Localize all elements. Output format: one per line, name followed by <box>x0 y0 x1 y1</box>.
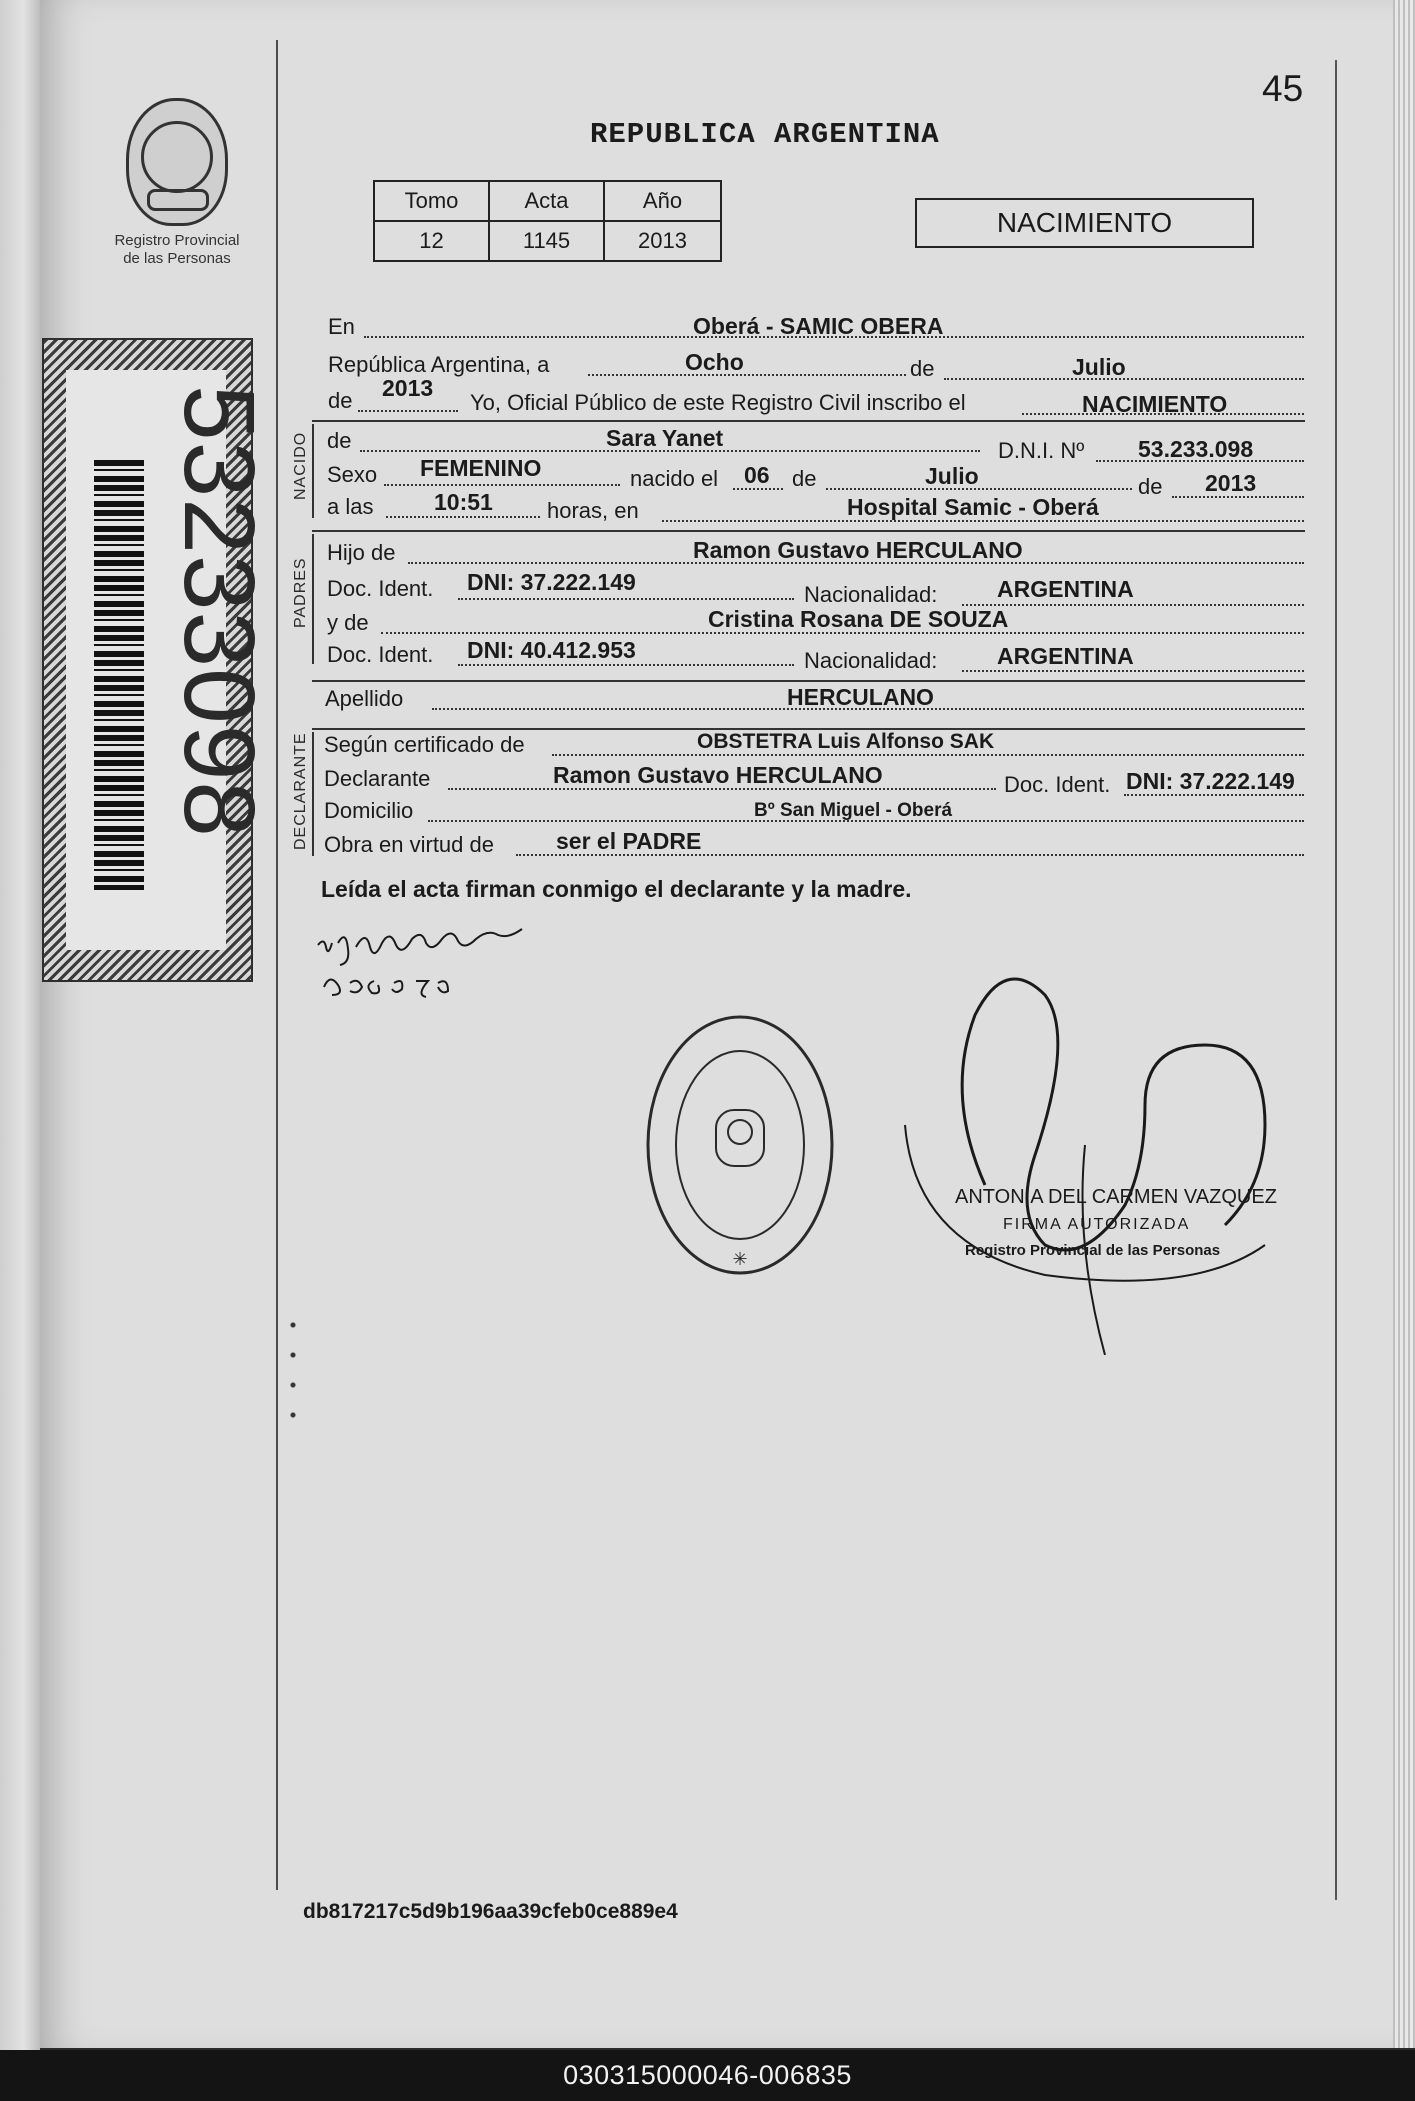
barcode-label <box>42 338 275 982</box>
footer-id-bar <box>0 2050 1415 2101</box>
value-hora: 10:51 <box>434 489 493 515</box>
section-declarante-bar <box>312 732 314 856</box>
value-tomo: 12 <box>374 221 489 261</box>
label-en: En <box>328 314 355 339</box>
label-domicilio: Domicilio <box>324 798 414 823</box>
label-declarante: Declarante <box>324 766 431 791</box>
label-inscribo: Yo, Oficial Público de este Registro Civil inscribo el <box>470 390 966 415</box>
label-padre-nac: Nacionalidad: <box>804 582 938 607</box>
value-anio: 2013 <box>604 221 721 261</box>
value-madre: Cristina Rosana DE SOUZA <box>708 606 1009 632</box>
registry-table-values <box>374 221 721 261</box>
dots-padre-nac <box>962 604 1304 606</box>
right-margin-line <box>1335 60 1337 1900</box>
label-de-anio: de <box>328 388 353 413</box>
header-acta: Acta <box>489 181 604 221</box>
logo-caption-line1: Registro Provincial <box>114 232 240 249</box>
value-acta: 1145 <box>489 221 604 261</box>
dots-certificado <box>552 754 1304 756</box>
value-nacido-mes: Julio <box>925 463 979 489</box>
value-nacido-dia: 06 <box>744 462 770 488</box>
section-padres: PADRES <box>292 557 309 628</box>
act-type-box: NACIMIENTO <box>915 198 1254 248</box>
section-nacido: NACIDO <box>292 431 309 500</box>
dots-madre-doc <box>458 664 794 666</box>
value-sexo: FEMENINO <box>420 455 542 481</box>
label-hora: a las <box>327 494 374 519</box>
value-declarante-doc: DNI: 37.222.149 <box>1126 768 1295 794</box>
dots-madre-nac <box>962 670 1304 672</box>
section-declarante: DECLARANTE <box>292 732 309 850</box>
line-republica <box>328 352 549 380</box>
value-nombre: Sara Yanet <box>606 425 724 451</box>
value-domicilio: Bº San Miguel - Oberá <box>754 800 953 821</box>
label-certificado: Según certificado de <box>324 732 525 757</box>
label-horas: horas, en <box>547 498 639 523</box>
value-nacido-anio: 2013 <box>1205 470 1257 496</box>
section-nacido-bar <box>312 424 314 518</box>
logo-caption-line2: de las Personas <box>123 250 231 267</box>
label-y-de: y de <box>327 610 369 635</box>
label-madre-doc: Doc. Ident. <box>327 642 434 667</box>
value-dni: 53.233.098 <box>1138 436 1254 462</box>
value-padre-doc: DNI: 37.222.149 <box>467 569 636 595</box>
value-en: Oberá - SAMIC OBERA <box>693 313 944 339</box>
value-padre-nac: ARGENTINA <box>997 576 1134 602</box>
value-anio: 2013 <box>382 375 434 401</box>
header-anio: Año <box>604 181 721 221</box>
registry-round-stamp <box>640 1010 840 1280</box>
label-nacido-de: de <box>792 466 817 491</box>
label-padre-doc: Doc. Ident. <box>327 576 434 601</box>
margin-line <box>276 40 278 1890</box>
label-nombre: de <box>327 428 352 453</box>
value-certificado: OBSTETRA Luis Alfonso SAK <box>697 730 995 753</box>
header-tomo: Tomo <box>374 181 489 221</box>
label-de-mes: de <box>910 356 935 381</box>
dots-hora <box>386 516 540 518</box>
barcode-icon <box>94 460 144 890</box>
value-dia: Ocho <box>685 349 744 375</box>
stamp-official-role: FIRMA AUTORIZADA <box>1003 1216 1191 1233</box>
barcode-number: 53233098 <box>163 385 275 838</box>
stamp-official-office: Registro Provincial de las Personas <box>965 1242 1221 1259</box>
rule-nacido-top <box>312 420 1305 422</box>
barcode-panel <box>66 370 275 950</box>
value-lugar: Hospital Samic - Oberá <box>847 494 1099 520</box>
line-en <box>328 314 355 342</box>
value-madre-doc: DNI: 40.412.953 <box>467 637 636 663</box>
official-signature <box>885 945 1305 1355</box>
value-obra: ser el PADRE <box>556 828 702 854</box>
label-dni: D.N.I. Nº <box>998 438 1085 463</box>
label-obra: Obra en virtud de <box>324 832 494 857</box>
page-stack-edge <box>1393 0 1415 2048</box>
dots-dia <box>588 374 906 376</box>
dots-nacido-mes <box>826 488 1132 490</box>
logo-caption <box>102 232 252 268</box>
label-nacido-de2: de <box>1138 474 1163 499</box>
section-padres-bar <box>312 534 314 664</box>
value-madre-nac: ARGENTINA <box>997 643 1134 669</box>
label-apellido: Apellido <box>325 686 404 711</box>
label-hijo: Hijo de <box>327 540 396 565</box>
label-madre-nac: Nacionalidad: <box>804 648 938 673</box>
rule-padres-top <box>312 530 1305 532</box>
registry-table-header <box>374 181 721 221</box>
document-hash: db817217c5d9b196aa39cfeb0ce889e4 <box>303 1900 678 1923</box>
province-seal-icon <box>126 98 228 226</box>
registry-table <box>373 180 722 262</box>
dots-sexo <box>384 484 620 486</box>
page-number: 45 <box>1262 68 1304 109</box>
value-inscribo: NACIMIENTO <box>1082 391 1228 417</box>
rule-apellido-top <box>312 680 1305 682</box>
page-title: REPUBLICA ARGENTINA <box>590 118 940 151</box>
footer-id: 030315000046-006835 <box>563 2060 852 2090</box>
dots-anio <box>358 410 458 412</box>
label-declarante-doc: Doc. Ident. <box>1004 772 1111 797</box>
svg-text:✳: ✳ <box>732 1249 748 1269</box>
value-mes: Julio <box>1072 354 1126 380</box>
value-apellido: HERCULANO <box>787 684 934 710</box>
margin-marks <box>288 1310 298 1430</box>
label-sexo: Sexo <box>327 462 378 487</box>
label-nacido: nacido el <box>630 466 719 491</box>
left-page-edge <box>0 0 40 2050</box>
registry-logo <box>102 98 252 268</box>
label-republica: República Argentina, a <box>328 352 550 377</box>
dots-padre-doc <box>458 598 794 600</box>
declarant-signature <box>310 925 570 1015</box>
closing-statement: Leída el acta firman conmigo el declarante y la madre. <box>321 876 912 902</box>
value-padre: Ramon Gustavo HERCULANO <box>693 537 1023 563</box>
stamp-official-name: ANTONIA DEL CARMEN VAZQUEZ <box>955 1186 1277 1208</box>
value-declarante: Ramon Gustavo HERCULANO <box>553 762 883 788</box>
